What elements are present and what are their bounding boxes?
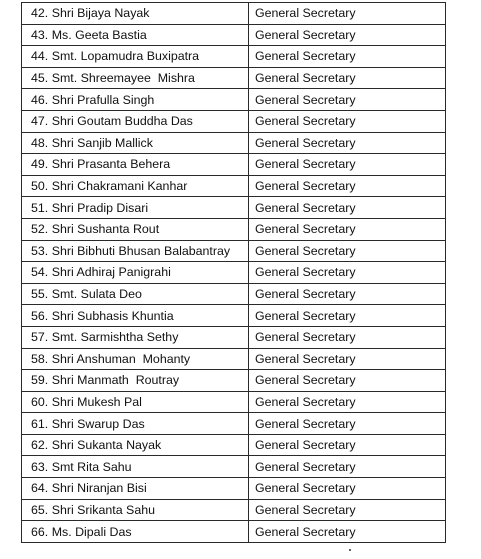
- table-row: [22, 67, 446, 89]
- member-cell: [22, 132, 249, 154]
- member-cell: [22, 24, 249, 46]
- serial-number: 46.: [31, 92, 49, 107]
- member-cell: [22, 521, 249, 543]
- member-name: Shri Mukesh Pal: [51, 394, 142, 409]
- serial-number: 49.: [31, 157, 49, 172]
- table-row: [22, 262, 446, 284]
- designation-cell: General Secretary: [249, 283, 446, 305]
- member-cell: [22, 348, 249, 370]
- member-cell: [22, 89, 249, 111]
- table-row: [22, 240, 446, 262]
- table-row: [22, 370, 446, 392]
- designation-cell: General Secretary: [249, 262, 446, 284]
- designation-cell: General Secretary: [249, 413, 446, 435]
- serial-number: 53.: [31, 243, 49, 258]
- table-row: [22, 413, 446, 435]
- designation-cell: General Secretary: [249, 175, 446, 197]
- member-cell: [22, 499, 249, 521]
- serial-number: 51.: [31, 200, 49, 215]
- table-row: [22, 46, 446, 68]
- table-row: [22, 456, 446, 478]
- designation-cell: General Secretary: [249, 24, 446, 46]
- designation-cell: General Secretary: [249, 391, 446, 413]
- member-name: Shri Swarup Das: [51, 416, 145, 431]
- member-cell: [22, 478, 249, 500]
- member-name: Shri Bibhuti Bhusan Balabantray: [51, 243, 231, 258]
- member-cell: [22, 326, 249, 348]
- office-bearers-table: [21, 2, 446, 543]
- serial-number: 47.: [31, 114, 49, 129]
- table-row: [22, 348, 446, 370]
- member-name: Smt. Shreemayee Mishra: [51, 71, 195, 86]
- member-name: Shri Prafulla Singh: [51, 92, 155, 107]
- serial-number: 59.: [31, 373, 49, 388]
- table-row: [22, 499, 446, 521]
- designation-cell: General Secretary: [249, 197, 446, 219]
- serial-number: 56.: [31, 308, 49, 323]
- table-row: [22, 175, 446, 197]
- serial-number: 60.: [31, 394, 49, 409]
- serial-number: 45.: [31, 71, 49, 86]
- member-name: Shri Prasanta Behera: [51, 157, 171, 172]
- member-name: Shri Adhiraj Panigrahi: [51, 265, 171, 280]
- table-row: [22, 434, 446, 456]
- member-name: Smt. Lopamudra Buxipatra: [51, 49, 200, 64]
- table-row: [22, 197, 446, 219]
- member-name: Shri Subhasis Khuntia: [51, 308, 174, 323]
- member-cell: [22, 3, 249, 25]
- serial-number: 50.: [31, 179, 49, 194]
- member-name: Smt Rita Sahu: [51, 459, 132, 474]
- designation-cell: General Secretary: [249, 218, 446, 240]
- table-row: [22, 218, 446, 240]
- member-cell: [22, 434, 249, 456]
- designation-cell: General Secretary: [249, 434, 446, 456]
- designation-cell: General Secretary: [249, 456, 446, 478]
- member-name: Shri Manmath Routray: [51, 373, 180, 388]
- member-name: Shri Pradip Disari: [51, 200, 149, 215]
- member-name: Shri Sukanta Nayak: [51, 438, 162, 453]
- member-cell: [22, 67, 249, 89]
- serial-number: 44.: [31, 49, 49, 64]
- member-name: Smt. Sulata Deo: [51, 287, 142, 302]
- serial-number: 64.: [31, 481, 49, 496]
- member-name: Shri Niranjan Bisi: [51, 481, 147, 496]
- member-cell: [22, 46, 249, 68]
- table-row: [22, 391, 446, 413]
- designation-cell: General Secretary: [249, 154, 446, 176]
- designation-cell: General Secretary: [249, 67, 446, 89]
- serial-number: 43.: [31, 27, 49, 42]
- serial-number: 61.: [31, 416, 49, 431]
- member-name: Ms. Geeta Bastia: [51, 27, 147, 42]
- table-row: [22, 478, 446, 500]
- member-cell: [22, 370, 249, 392]
- table-row: [22, 326, 446, 348]
- member-cell: [22, 305, 249, 327]
- designation-cell: General Secretary: [249, 348, 446, 370]
- designation-cell: General Secretary: [249, 240, 446, 262]
- table-row: [22, 521, 446, 543]
- scan-speck: [349, 549, 351, 551]
- member-name: Ms. Dipali Das: [51, 524, 132, 539]
- serial-number: 55.: [31, 287, 49, 302]
- member-name: Shri Anshuman Mohanty: [51, 351, 191, 366]
- member-cell: [22, 413, 249, 435]
- member-name: Smt. Sarmishtha Sethy: [51, 330, 179, 345]
- serial-number: 48.: [31, 135, 49, 150]
- designation-cell: General Secretary: [249, 3, 446, 25]
- member-cell: [22, 391, 249, 413]
- member-name: Shri Goutam Buddha Das: [51, 114, 193, 129]
- member-name: Shri Sanjib Mallick: [51, 135, 153, 150]
- serial-number: 52.: [31, 222, 49, 237]
- designation-cell: General Secretary: [249, 305, 446, 327]
- member-cell: [22, 262, 249, 284]
- member-name: Shri Sushanta Rout: [51, 222, 160, 237]
- table-row: [22, 3, 446, 25]
- table-row: [22, 132, 446, 154]
- serial-number: 54.: [31, 265, 49, 280]
- table-row: [22, 305, 446, 327]
- table-row: [22, 24, 446, 46]
- designation-cell: General Secretary: [249, 521, 446, 543]
- member-cell: [22, 197, 249, 219]
- designation-cell: General Secretary: [249, 499, 446, 521]
- member-cell: [22, 456, 249, 478]
- member-name: Shri Bijaya Nayak: [51, 6, 150, 21]
- member-cell: [22, 240, 249, 262]
- serial-number: 58.: [31, 351, 49, 366]
- member-cell: [22, 218, 249, 240]
- designation-cell: General Secretary: [249, 326, 446, 348]
- member-name: Shri Chakramani Kanhar: [51, 179, 188, 194]
- member-cell: [22, 283, 249, 305]
- serial-number: 62.: [31, 438, 49, 453]
- serial-number: 42.: [31, 6, 49, 21]
- designation-cell: General Secretary: [249, 132, 446, 154]
- designation-cell: General Secretary: [249, 370, 446, 392]
- table-row: [22, 89, 446, 111]
- designation-cell: General Secretary: [249, 110, 446, 132]
- table-row: [22, 110, 446, 132]
- table-body: [22, 3, 446, 543]
- member-cell: [22, 110, 249, 132]
- table-row: [22, 283, 446, 305]
- serial-number: 65.: [31, 502, 49, 517]
- serial-number: 63.: [31, 459, 49, 474]
- member-cell: [22, 175, 249, 197]
- designation-cell: General Secretary: [249, 89, 446, 111]
- serial-number: 66.: [31, 524, 49, 539]
- serial-number: 57.: [31, 330, 49, 345]
- designation-cell: General Secretary: [249, 46, 446, 68]
- member-name: Shri Srikanta Sahu: [51, 502, 155, 517]
- designation-cell: General Secretary: [249, 478, 446, 500]
- member-cell: [22, 154, 249, 176]
- table-row: [22, 154, 446, 176]
